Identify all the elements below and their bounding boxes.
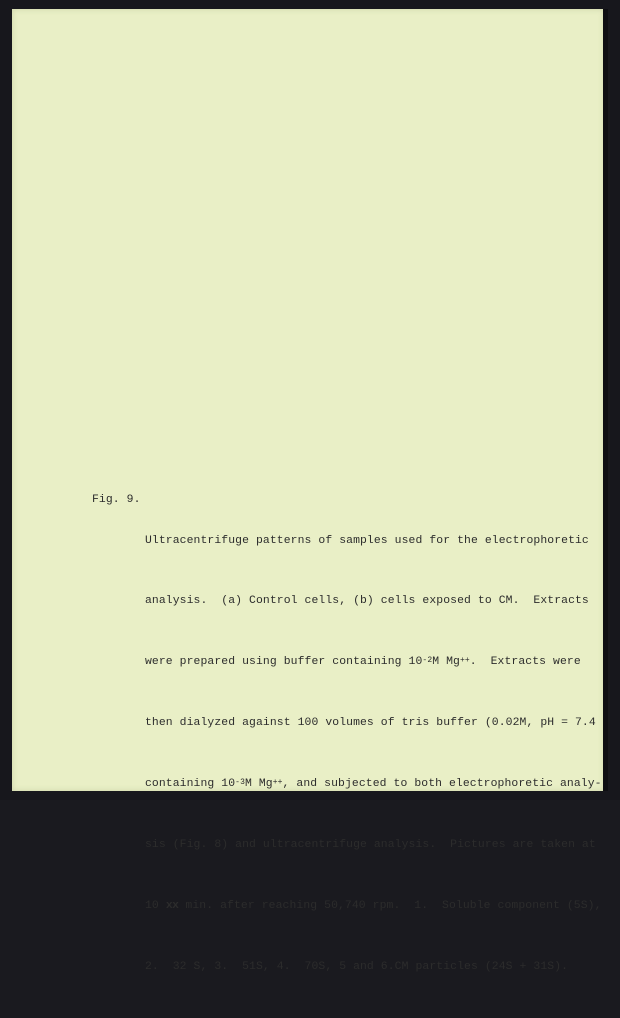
caption-line-8: 2. 32 S, 3. 51S, 4. 70S, 5 and 6.CM particles (24S + 31S).: [145, 960, 569, 973]
caption-line-3: [145, 652, 581, 672]
superscript-exponent: -3: [235, 778, 245, 788]
figure-label: Fig. 9.: [92, 494, 141, 506]
caption-line-6: sis (Fig. 8) and ultracentrifuge analysis. Pictures are taken at: [145, 839, 596, 852]
caption-line-1: Ultracentrifuge patterns of samples used for the electrophoretic: [145, 534, 589, 547]
caption-line-7-pre: 10: [145, 899, 166, 912]
page-edge-shadow: [603, 9, 608, 791]
struck-out-typo: xx: [165, 899, 179, 912]
superscript-exponent: -2: [422, 656, 433, 666]
caption-line-3-pre: were prepared using buffer containing 10: [145, 656, 423, 669]
caption-line-7: [145, 896, 602, 916]
caption-line-3-mid: M Mg: [432, 656, 460, 669]
caption-line-3-post: . Extracts were: [469, 656, 581, 669]
superscript-charge: ++: [272, 778, 283, 788]
caption-body: [145, 490, 602, 1018]
caption-line-4: then dialyzed against 100 volumes of tris buffer (0.02M, pH = 7.4: [145, 717, 596, 730]
caption-line-5-pre: containing 10: [145, 778, 236, 791]
caption-line-5-post: , and subjected to both electrophoretic analy-: [282, 778, 602, 791]
caption-line-7-post: min. after reaching 50,740 rpm. 1. Soluble component (5S),: [178, 899, 602, 912]
figure-caption: [92, 490, 602, 1018]
caption-line-5: [145, 774, 602, 794]
superscript-charge: ++: [459, 656, 470, 666]
caption-line-2: analysis. (a) Control cells, (b) cells exposed to CM. Extracts: [145, 595, 589, 608]
caption-line-5-mid: M Mg: [244, 778, 273, 791]
